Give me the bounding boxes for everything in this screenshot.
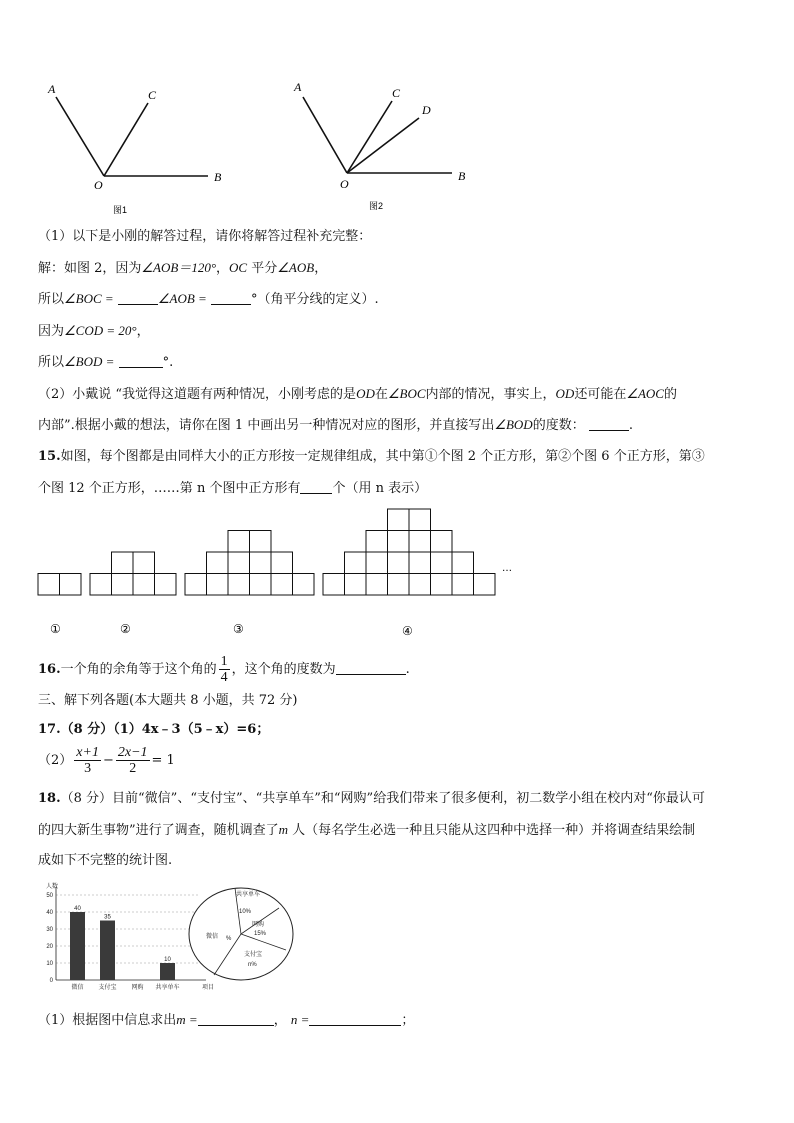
q14-line3: 因为∠COD = 20°， [38, 323, 150, 339]
pattern-square [228, 574, 250, 596]
answer-blank-6[interactable] [336, 662, 406, 675]
pattern-square [474, 574, 496, 596]
q16-fraction: $\frac{1}{4}$ [220, 654, 228, 685]
pattern-square [409, 509, 431, 531]
pattern-square [452, 574, 474, 596]
q18-line1: 18.（8 分）目前“微信”、“支付宝”、“共享单车”和“网购”给我们带来了很多便利，初二数学小组在校内对“你最认可 [38, 791, 705, 806]
pattern-square [228, 531, 250, 553]
chart-value-label: 35 [104, 914, 111, 921]
pattern-square [250, 531, 272, 553]
q14-line1: 解：如图 2，因为∠AOB＝120°，OC 平分∠AOB， [38, 260, 328, 276]
chart-ytick-label: 30 [46, 927, 53, 933]
pattern-label-3: ③ [233, 622, 244, 636]
fig2-label-o: O [340, 177, 349, 191]
answer-blank-m[interactable] [198, 1013, 274, 1026]
pattern-square [133, 574, 155, 596]
q17-line2: （2） $\frac{x+1}{3}$ − $\frac{2x-1}{2}$ = 1 [38, 745, 175, 776]
q16-line: 16.一个角的余角等于这个角的 $\frac{1}{4}$ ，这个角的度数为 . [38, 654, 410, 685]
chart-ylabel: 人数 [46, 884, 59, 890]
chart-ytick-label: 10 [46, 961, 53, 967]
pie-label-share-bike: 共享单车 [236, 892, 261, 898]
pattern-label-4: ④ [402, 624, 413, 638]
chart-ytick-label: 40 [46, 910, 53, 916]
q17-fraction-1: $\frac{x+1}{3}$ [76, 745, 99, 776]
answer-blank-2[interactable] [211, 292, 251, 305]
pattern-square [271, 552, 293, 574]
pattern-square [431, 574, 453, 596]
pattern-square [293, 574, 315, 596]
pattern-ellipsis: … [502, 563, 512, 574]
q17-line1: 17.（8 分）（1）4x﹣3（5﹣x）=6； [38, 722, 270, 737]
q14-part2-line1: （2）小戴说 “我觉得这道题有两种情况，小刚考虑的是OD在∠BOC内部的情况，事实上，OD还可能在∠AOC的 [38, 386, 677, 402]
pie-label-wechat: 微信 [206, 934, 219, 940]
pattern-square [133, 552, 155, 574]
chart-category-label: 支付宝 [98, 985, 117, 991]
pattern-square [90, 574, 112, 596]
pattern-square [388, 509, 410, 531]
fig2-label-c: C [392, 86, 401, 100]
fig1-label-c: C [148, 88, 157, 102]
pattern-square [366, 552, 388, 574]
pattern-square [250, 552, 272, 574]
square-pattern-grid [38, 509, 495, 595]
q18-line3: 成如下不完整的统计图. [38, 853, 173, 868]
pattern-label-2: ② [120, 622, 131, 636]
chart-ytick-label: 0 [49, 978, 53, 984]
pattern-square [388, 531, 410, 553]
pattern-square [409, 552, 431, 574]
angle-figures [0, 70, 794, 220]
fig1-caption: 图1 [113, 205, 128, 215]
chart-ytick-label: 50 [46, 893, 53, 899]
chart-category-label: 共享单车 [155, 985, 180, 991]
pattern-square [112, 574, 134, 596]
pie-label-online-shopping: 网购 [252, 922, 265, 928]
pattern-square [409, 574, 431, 596]
pattern-square [207, 574, 229, 596]
pattern-square [60, 574, 82, 596]
answer-blank-5[interactable] [300, 481, 332, 494]
pattern-square [112, 552, 134, 574]
pattern-square [207, 552, 229, 574]
pie-pct-wechat: % [226, 936, 232, 942]
chart-bar [70, 912, 85, 980]
fig1-label-b: B [214, 170, 222, 184]
chart-category-label: 网购 [131, 985, 144, 991]
q15-line2: 个图 12 个正方形，……第 n 个图中正方形有 个（用 n 表示） [38, 481, 428, 496]
q14-line4: 所以∠BOD = °. [38, 354, 174, 370]
pattern-square [431, 552, 453, 574]
fig1-label-o: O [94, 178, 103, 192]
chart-value-label: 10 [164, 957, 171, 963]
figure-1 [56, 97, 208, 176]
pattern-square [38, 574, 60, 596]
pattern-square [345, 574, 367, 596]
pattern-square [366, 531, 388, 553]
pie-chart [186, 886, 298, 984]
answer-blank-n[interactable] [309, 1013, 401, 1026]
pattern-square [323, 574, 345, 596]
pattern-label-1: ① [50, 622, 61, 636]
fig2-label-d: D [422, 103, 431, 117]
fig1-label-a: A [48, 82, 56, 96]
pie-pct-alipay: n% [248, 962, 257, 968]
pattern-square [452, 552, 474, 574]
pattern-square [185, 574, 207, 596]
chart-ytick-label: 20 [46, 944, 53, 950]
chart-bar [160, 963, 175, 980]
pattern-square [388, 574, 410, 596]
chart-category-label: 微信 [71, 985, 84, 991]
section-3-heading: 三、解下列各题(本大题共 8 小题，共 72 分) [38, 693, 298, 708]
answer-blank-3[interactable] [119, 355, 163, 368]
pattern-square [345, 552, 367, 574]
fig2-caption: 图2 [369, 201, 384, 211]
pattern-square [366, 574, 388, 596]
square-pattern-figures [0, 505, 794, 645]
q14-part1-intro: （1）以下是小刚的解答过程，请你将解答过程补充完整： [38, 229, 372, 244]
q18-part1: （1）根据图中信息求出m = ， n = ； [38, 1012, 415, 1028]
pattern-square [431, 531, 453, 553]
q17-fraction-2: $\frac{2x-1}{2}$ [117, 745, 148, 776]
fig2-label-a: A [294, 80, 302, 94]
q15-line1: 15.如图，每个图都是由同样大小的正方形按一定规律组成，其中第①个图 2 个正方形，第②个图 6 个正方形，第③ [38, 449, 705, 464]
q14-line2: 所以∠BOC = ∠AOB = °（角平分线的定义）. [38, 291, 379, 307]
fig2-label-b: B [458, 169, 466, 183]
pattern-square [271, 574, 293, 596]
pattern-square [250, 574, 272, 596]
pattern-square [155, 574, 177, 596]
chart-bar [100, 921, 115, 981]
chart-xlabel: 项目 [201, 985, 215, 991]
q18-line2: 的四大新生事物”进行了调查，随机调查了m 人（每名学生必选一种且只能从这四种中选择一种）并将调查结果绘制 [38, 822, 696, 838]
pattern-square [228, 552, 250, 574]
answer-blank-4[interactable] [589, 418, 629, 431]
q14-part2-line2: 内部”.根据小戴的想法，请你在图 1 中画出另一种情况对应的图形，并直接写出∠BOD的度数： . [38, 417, 633, 433]
pattern-square [409, 531, 431, 553]
pattern-square [388, 552, 410, 574]
answer-blank-1[interactable] [118, 292, 158, 305]
pie-label-alipay: 支付宝 [244, 952, 263, 958]
pie-pct-share-bike: 10% [239, 909, 252, 915]
pie-pct-online-shopping: 15% [254, 931, 267, 937]
chart-value-label: 40 [74, 906, 81, 912]
